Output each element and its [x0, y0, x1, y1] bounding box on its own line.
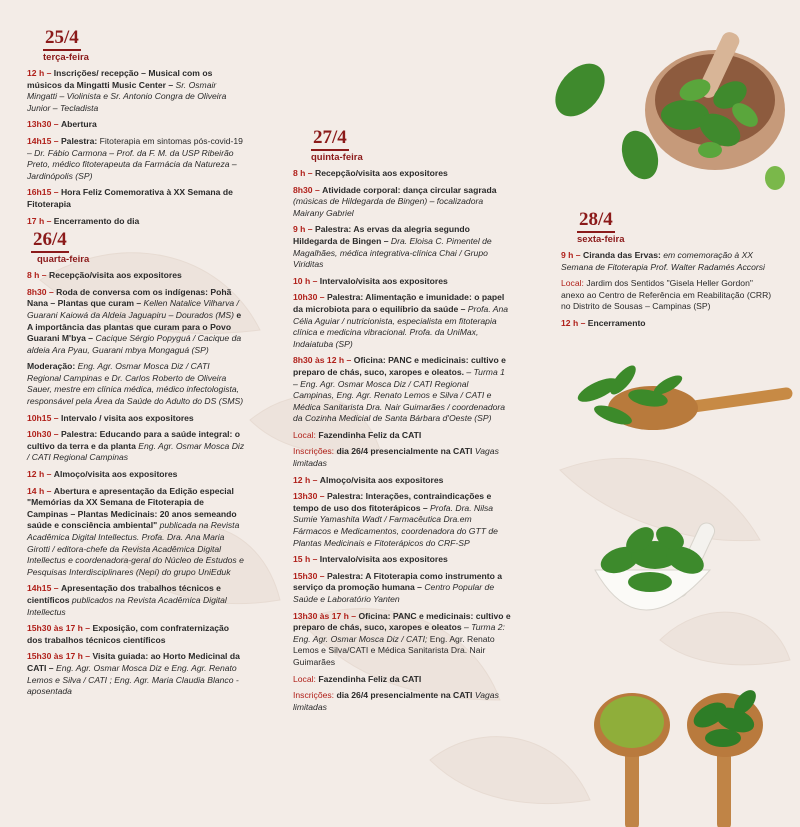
entry-detail: publicada na Revista Acadêmica Digital Intellectus. Profa. Dra. Ana Maria Girotti / editora-chefe da Revista Acadêmica Digital Intellectus e coordenadora-geral do Núcleo de Estudos e Pesquisas Interdisciplinares (Nepi) do grupo UniEduk	[27, 520, 244, 577]
entry-time: 12 h –	[27, 68, 52, 78]
day-header-26-4	[27, 229, 245, 265]
entry-time: 17 h –	[27, 215, 52, 226]
entry-title: Palestra: Interações, contraindicações e tempo de uso dos fitoterápicos –	[293, 491, 492, 513]
entry-title: Palestra: Alimentação e imunidade: o papel da microbiota para o equilíbrio da saúde –	[293, 292, 505, 314]
entry-title: Oficina: PANC e medicinais: cultivo e preparo de chás, suco, xaropes e oleatos.	[293, 355, 506, 377]
schedule-entry	[27, 361, 245, 407]
schedule-entry	[293, 355, 511, 425]
entry-title: Apresentação dos trabalhos técnicos e científicos	[27, 583, 221, 605]
entry-time: 14h15 –	[27, 583, 59, 594]
day-weekday: quarta-feira	[37, 254, 90, 266]
schedule-entry	[293, 690, 511, 713]
column-3	[561, 209, 775, 330]
schedule-entry	[27, 429, 245, 464]
entry-detail: Eng. Agr. Osmar Mosca Diz / CATI Regional Campinas	[27, 440, 245, 463]
schedule-entry	[27, 623, 245, 646]
schedule-entry	[293, 571, 511, 606]
day-header-27-4	[293, 127, 511, 163]
day-date: 28/4	[577, 209, 615, 233]
day-date: 26/4	[31, 229, 69, 253]
entry-detail: em comemoração à XX Semana de Fitoterapia Prof. Walter Radamés Accorsi	[561, 250, 765, 272]
schedule-entry	[27, 651, 245, 697]
entry-detail: Dr. Fábio Carmona – Prof. da F. M. da USP Ribeirão Preto, médico fitoterapeuta da Farmácia da Natureza – Jardinópolis (SP)	[27, 147, 237, 181]
day-weekday: terça-feira	[43, 52, 89, 63]
entry-detail-2: Cacique Sérgio Popyguá / Cacique da aldeia Ara Pyau, Guarani mbya Mongaguá (SP)	[27, 333, 242, 355]
schedule-entry	[27, 187, 245, 210]
entry-time: 8h30 –	[293, 184, 320, 195]
entry-detail: Eng. Agr. Osmar Mosca Diz e Eng. Agr. Renato Lemos e Silva / CATI ; Eng. Agr. Maria Claudia Blanco - aposentada	[27, 662, 239, 697]
mortar-herbs-image	[545, 20, 785, 195]
entry-title: Fazendinha Feliz da CATI	[318, 673, 422, 684]
schedule-entry	[27, 270, 245, 282]
entry-label: Local:	[561, 278, 584, 289]
entry-text: Fitoterapia em sintomas pós-covid-19 –	[27, 135, 243, 158]
schedule-entry	[27, 413, 245, 425]
entry-time: 14h15 –	[27, 135, 59, 146]
entry-title: Ciranda das Ervas:	[582, 250, 661, 260]
entry-title: Recepção/visita aos expositores	[314, 168, 448, 178]
entry-time: 13h30 às 17 h –	[293, 610, 357, 621]
entry-time: 15h30 às 17 h –	[27, 623, 91, 634]
day-entries	[293, 168, 511, 713]
schedule-entry	[293, 430, 511, 442]
entry-title: Palestra:	[60, 135, 98, 146]
schedule-entry	[27, 119, 245, 131]
entry-time: 15h30 –	[293, 570, 325, 581]
entry-title: Oficina: PANC e medicinais: cultivo e preparo de chás, suco, xaropes e oleatos	[293, 610, 511, 633]
entry-title: Encerramento do dia	[53, 215, 140, 226]
entry-time: 13h30 –	[27, 119, 59, 130]
entry-detail: – Turma 2: Eng. Agr. Osmar Mosca Diz / CATI;	[293, 622, 505, 644]
entry-time: 10h30 –	[27, 429, 59, 440]
entry-detail: (músicas de Hildegarda de Bingen) – focalizadora Mairany Gabriel	[293, 196, 484, 218]
entry-time: 10 h –	[293, 275, 318, 286]
entry-label: Inscrições:	[293, 446, 335, 457]
schedule-entry	[293, 185, 511, 220]
entry-detail: Kellen Natalice Vilharva / Guarani Kaiowá da Aldeia Jaguapiru – Dourados (MS)	[27, 298, 239, 320]
entry-title: Exposição, com confraternização dos trabalhos técnicos científicos	[27, 623, 230, 645]
entry-detail: Vagas limitadas	[293, 690, 499, 712]
entry-title: Almoço/visita aos expositores	[53, 469, 178, 480]
entry-title: Fazendinha Feliz da CATI	[318, 429, 422, 440]
schedule-entry	[27, 583, 245, 618]
schedule-entry	[293, 611, 511, 669]
entry-detail: Profa. Ana Célia Aguiar / nutricionista, especialista em fitoterapia clínica e medicina vibracional. Profa. da UniMax, Indaiatuba (SP)	[293, 303, 509, 349]
entry-time: 13h30 –	[293, 491, 325, 502]
entry-title: Abertura	[60, 119, 97, 130]
entry-time: 15h30 às 17 h –	[27, 651, 91, 662]
entry-title: Hora Feliz Comemorativa à XX Semana de Fitoterapia	[27, 187, 233, 209]
day-entries	[27, 270, 245, 698]
column-1	[27, 27, 245, 698]
schedule-entry	[293, 168, 511, 180]
day-date: 25/4	[43, 27, 81, 51]
entry-label: Local:	[293, 429, 316, 440]
entry-title: Intervalo/visita aos expositores	[319, 275, 448, 286]
schedule-entry	[561, 278, 775, 313]
schedule-entry	[27, 469, 245, 481]
day-weekday: quinta-feira	[311, 152, 363, 163]
entry-title: Almoço/visita aos expositores	[319, 474, 444, 485]
entry-title: dia 26/4 presencialmente na CATI	[336, 690, 473, 701]
entry-time: 10h15 –	[27, 412, 59, 423]
day-entries	[27, 68, 245, 227]
entry-title: Palestra: Educando para a saúde integral: o cultivo da terra e da planta	[27, 429, 241, 451]
entry-time: 12 h –	[561, 317, 586, 328]
schedule-entry	[27, 486, 245, 579]
entry-time: 12 h –	[27, 469, 52, 480]
entry-title: Recepção/visita aos expositores	[48, 270, 182, 281]
entry-text: Eng. Agr. Renato Lemos e Silva/CATI e Médica Sanitarista Dra. Nair Guimarães	[293, 633, 495, 667]
entry-time: 9 h –	[293, 224, 313, 235]
wooden-spoon-herbs-image	[568, 360, 793, 445]
day-header-25-4	[27, 27, 245, 63]
entry-detail: publicados na Revista Acadêmica Digital Intellectus	[27, 594, 227, 617]
schedule-entry	[293, 224, 511, 270]
schedule-entry	[27, 68, 245, 114]
entry-label: Inscrições:	[293, 690, 335, 701]
entry-title: Abertura e apresentação da Edição especial "Memórias da XX Semana de Fitoterapia de Campinas – Plantas Medicinais: 20 anos semeando saúde e consciência ambiental"	[27, 485, 237, 531]
schedule-entry	[293, 491, 511, 549]
entry-title: Inscrições/ recepção – Musical com os músicos da Mingatti Music Center –	[27, 68, 213, 90]
schedule-entry	[293, 446, 511, 469]
entry-title: Intervalo / visita aos expositores	[60, 412, 194, 423]
entry-title: Encerramento	[587, 317, 646, 328]
entry-time: 8h30 às 12 h –	[293, 355, 352, 366]
entry-title: Intervalo/visita aos expositores	[319, 554, 448, 565]
schedule-entry	[293, 475, 511, 487]
entry-title: Palestra: A Fitoterapia como instrumento a serviço da promoção humana –	[293, 570, 503, 593]
column-2	[293, 127, 511, 713]
schedule-entry	[293, 292, 511, 350]
entry-detail: Eng. Agr. Osmar Mosca Diz / CATI Regional Campinas e Dr. Carlos Roberto de Oliveira Sauer, mestre em clínica médica, médico infectologista, responsável pela Área da Saúde do Adulto do DS (SMS)	[27, 361, 244, 407]
schedule-entry	[293, 276, 511, 288]
entry-title-2: e A importância das plantas que curam para o Povo Guarani M'bya –	[27, 309, 242, 344]
entry-detail: Centro Popular de Saúde e Laboratório Yanten	[293, 582, 495, 604]
entry-title: Moderação:	[27, 361, 76, 372]
schedule-entry	[561, 318, 775, 330]
entry-title: Roda de conversa com os indígenas: Pohã Nana – Plantas que curam –	[27, 286, 232, 309]
schedule-entry	[293, 554, 511, 566]
entry-time: 10h30 –	[293, 292, 325, 303]
schedule-entry	[27, 287, 245, 357]
bowl-mint-pestle-image	[580, 500, 760, 650]
entry-title: dia 26/4 presencialmente na CATI	[336, 446, 473, 457]
entry-detail: Sr. Osmair Mingatti – Violinista e Sr. Antonio Congra de Oliveira Junior – Tecladista	[27, 79, 227, 113]
entry-title: Visita guiada: ao Horto Medicinal da CATI –	[27, 651, 240, 673]
entry-time: 9 h –	[561, 250, 581, 260]
entry-detail: Profa. Dra. Nilsa Sumie Yamashita Wadt / Farmacêutica Dra.em Fármacos e Medicamentos, coordenadora do GTT de Plantas Medicinais e Fitoterápicos do CRF-SP	[293, 502, 498, 548]
entry-text: Jardim dos Sentidos "Gisela Heller Gordon" anexo ao Centro de Referência em Reabilitação (CRR) no Distrito de Sousas – Campinas (SP)	[561, 278, 772, 312]
entry-title: Atividade corporal: dança circular sagrada	[322, 184, 497, 195]
entry-time: 12 h –	[293, 474, 318, 485]
day-date: 27/4	[311, 127, 349, 151]
day-header-28-4	[561, 209, 775, 245]
schedule-entry	[27, 136, 245, 182]
entry-title: Palestra: As ervas da alegria segundo Hildegarda de Bingen –	[293, 224, 470, 246]
schedule-entry	[27, 216, 245, 228]
entry-label: Local:	[293, 673, 316, 684]
schedule-entry	[561, 250, 775, 273]
entry-time: 16h15 –	[27, 187, 59, 198]
day-weekday: sexta-feira	[577, 234, 625, 245]
schedule-entry	[293, 674, 511, 686]
entry-detail: Dra. Eloisa C. Pimentel de Magalhães, médica integrativa-clínica Chai / Grupo Viriditas	[293, 235, 492, 270]
day-entries	[561, 250, 775, 330]
entry-detail: – Turma 1 – Eng. Agr. Osmar Mosca Diz / CATI Regional Campinas, Eng. Agr. Renato Lemos e Silva / CATI e Médica Sanitarista Dra. Nair Guimarães / coordenadora da Cozinha Medicial de Santa Bárbara d'Oeste (SP)	[293, 366, 506, 424]
entry-time: 8h30 –	[27, 286, 54, 297]
spoons-powder-leaves-image	[585, 680, 785, 827]
entry-time: 15 h –	[293, 554, 318, 565]
entry-detail: Vagas limitadas	[293, 446, 499, 469]
entry-time: 8 h –	[293, 168, 313, 178]
entry-time: 14 h –	[27, 485, 52, 496]
entry-time: 8 h –	[27, 270, 47, 281]
